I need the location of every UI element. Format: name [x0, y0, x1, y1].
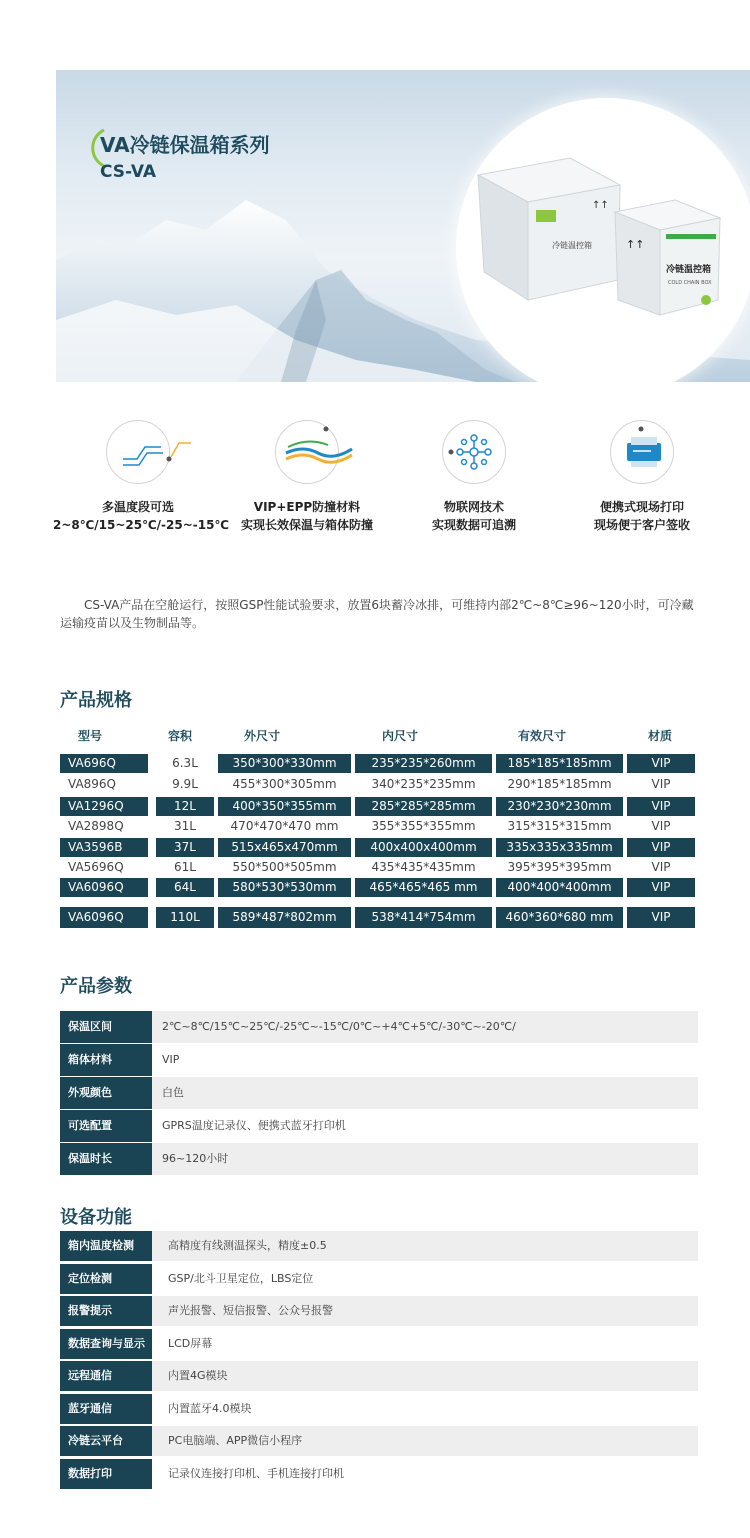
function-value: 高精度有线测温探头，精度±0.5	[168, 1239, 327, 1252]
feature-material	[222, 420, 392, 534]
spec-cell: 9.9L	[172, 777, 198, 791]
spec-cell: VIP	[627, 878, 695, 897]
spec-cell: VA6096Q	[60, 907, 148, 928]
spec-cell: 235*235*260mm	[355, 754, 492, 773]
spec-cell: 580*530*530mm	[218, 878, 351, 897]
small-box-label-en: COLD CHAIN BOX	[668, 280, 712, 286]
function-value: 记录仪连接打印机、手机连接打印机	[168, 1466, 344, 1480]
spec-cell: 315*315*315mm	[507, 819, 612, 833]
spec-cell: VA1296Q	[60, 797, 148, 816]
param-value: GPRS温度记录仪、便携式蓝牙打印机	[162, 1119, 346, 1132]
param-row	[60, 1011, 698, 1043]
param-label: 保温区间	[60, 1011, 152, 1043]
param-row	[60, 1110, 698, 1142]
param-value: 96~120小时	[162, 1152, 229, 1165]
function-label: 定位检测	[60, 1264, 152, 1294]
spec-header-effective: 有效尺寸	[517, 729, 566, 743]
spec-cell: VIP	[651, 819, 671, 833]
function-row	[60, 1426, 698, 1456]
feature-title: 便携式现场打印	[599, 500, 684, 514]
spec-header-outer: 外尺寸	[243, 729, 280, 743]
spec-cell: 37L	[156, 838, 214, 857]
feature-title: VIP+EPP防撞材料	[253, 500, 361, 514]
spec-cell: 470*470*470 mm	[230, 819, 339, 833]
param-value: VIP	[162, 1053, 180, 1066]
spec-cell: 465*465*465 mm	[355, 878, 492, 897]
spec-cell: 185*185*185mm	[496, 754, 623, 773]
spec-cell: 460*360*680 mm	[496, 907, 623, 928]
function-value: 内置蓝牙4.0模块	[168, 1401, 252, 1415]
param-row	[60, 1143, 698, 1175]
portable-printer-icon	[610, 420, 674, 484]
spec-cell: VIP	[627, 838, 695, 857]
material-layers-icon	[275, 420, 339, 484]
params-title: 产品参数	[60, 976, 132, 997]
spec-cell: 290*185*185mm	[507, 777, 612, 791]
spec-cell: 589*487*802mm	[218, 907, 351, 928]
param-row	[60, 1044, 698, 1076]
function-label: 冷链云平台	[60, 1426, 152, 1456]
param-label: 保温时长	[60, 1143, 152, 1175]
feature-desc: 实现长效保温与箱体防撞	[240, 518, 373, 532]
spec-cell: VIP	[627, 907, 695, 928]
temperature-curve-icon	[106, 420, 170, 484]
spec-header-material: 材质	[647, 729, 672, 743]
spec-cell: 400*350*355mm	[218, 797, 351, 816]
feature-title: 物联网技术	[443, 500, 504, 514]
spec-cell: 285*285*285mm	[355, 797, 492, 816]
function-label: 报警提示	[60, 1296, 152, 1326]
specs-title: 产品规格	[60, 690, 132, 711]
param-label: 可选配置	[60, 1110, 152, 1142]
function-label: 数据打印	[60, 1459, 152, 1489]
function-value: 声光报警、短信报警、公众号报警	[168, 1304, 333, 1317]
spec-cell: 64L	[156, 878, 214, 897]
svg-text:↑↑: ↑↑	[626, 238, 645, 251]
hero-subtitle: CS-VA	[100, 162, 157, 182]
param-label: 外观颜色	[60, 1077, 152, 1109]
spec-cell: 455*300*305mm	[232, 777, 337, 791]
spec-cell: 400*400*400mm	[496, 878, 623, 897]
spec-header-inner: 内尺寸	[381, 729, 418, 743]
spec-cell: VIP	[627, 797, 695, 816]
function-row	[60, 1459, 698, 1489]
spec-cell: 230*230*230mm	[496, 797, 623, 816]
spec-cell: 340*235*235mm	[371, 777, 476, 791]
functions-title: 设备功能	[60, 1207, 132, 1228]
small-box-label: 冷链温控箱	[666, 265, 712, 275]
spec-cell: 335x335x335mm	[496, 838, 623, 857]
hero-title: VA冷链保温箱系列	[100, 133, 270, 157]
spec-cell: VIP	[651, 860, 671, 874]
feature-iot	[389, 420, 559, 534]
spec-cell: VA2898Q	[68, 819, 124, 833]
feature-title: 多温度段可选	[101, 500, 174, 514]
feature-desc: 实现数据可追溯	[431, 518, 516, 532]
spec-cell: 350*300*330mm	[218, 754, 351, 773]
spec-cell: 110L	[156, 907, 214, 928]
function-label: 数据查询与显示	[60, 1329, 152, 1359]
feature-desc: 现场便于客户签收	[593, 518, 690, 532]
spec-cell: 515x465x470mm	[218, 838, 351, 857]
spec-cell: 435*435*435mm	[371, 860, 476, 874]
spec-cell: VA3596B	[60, 838, 148, 857]
svg-text:↑↑: ↑↑	[592, 200, 609, 211]
param-row	[60, 1077, 698, 1109]
param-label: 箱体材料	[60, 1044, 152, 1076]
spec-cell: VIP	[651, 777, 671, 791]
spec-cell: VA6096Q	[60, 878, 148, 897]
spec-cell: VA896Q	[68, 777, 116, 791]
product-boxes-image	[470, 150, 730, 320]
feature-desc: 2~8℃/15~25℃/-25~-15℃	[53, 518, 229, 532]
function-value: GSP/北斗卫星定位，LBS定位	[168, 1271, 314, 1285]
product-description: CS-VA产品在空舱运行，按照GSP性能试验要求，放置6块蓄冷冰排，可维持内部2℃~8℃≥96~120小时，可冷藏运输疫苗以及生物制品等。	[60, 598, 694, 630]
spec-cell: 61L	[174, 860, 196, 874]
spec-cell: 31L	[174, 819, 196, 833]
function-row	[60, 1361, 698, 1391]
feature-multi-temp	[53, 420, 229, 534]
spec-cell: VIP	[627, 754, 695, 773]
spec-cell: 400x400x400mm	[355, 838, 492, 857]
spec-header-model: 型号	[77, 729, 102, 743]
function-label: 箱内温度检测	[60, 1231, 152, 1261]
function-value: PC电脑端、APP微信小程序	[168, 1434, 303, 1447]
spec-cell: VA696Q	[60, 754, 148, 773]
function-value: 内置4G模块	[168, 1369, 228, 1382]
spec-cell: 6.3L	[172, 756, 198, 770]
param-value: 2℃~8℃/15℃~25℃/-25℃~-15℃/0℃~+4℃+5℃/-30℃~-20℃/	[162, 1020, 516, 1033]
function-label: 蓝牙通信	[60, 1394, 152, 1424]
big-box-label: 冷链温控箱	[552, 241, 592, 250]
spec-cell: 395*395*395mm	[507, 860, 612, 874]
feature-printer	[557, 420, 727, 534]
function-label: 远程通信	[60, 1361, 152, 1391]
iot-network-icon	[442, 420, 506, 484]
function-row	[60, 1264, 698, 1294]
param-value: 白色	[162, 1086, 184, 1099]
spec-cell: 538*414*754mm	[355, 907, 492, 928]
spec-cell: 12L	[156, 797, 214, 816]
function-value: LCD屏幕	[168, 1336, 213, 1350]
function-row	[60, 1296, 698, 1326]
function-row	[60, 1329, 698, 1359]
spec-cell: 550*500*505mm	[232, 860, 337, 874]
spec-header-volume: 容积	[167, 729, 192, 743]
spec-cell: VA5696Q	[68, 860, 124, 874]
function-row	[60, 1394, 698, 1424]
function-row	[60, 1231, 698, 1261]
spec-cell: 355*355*355mm	[371, 819, 476, 833]
